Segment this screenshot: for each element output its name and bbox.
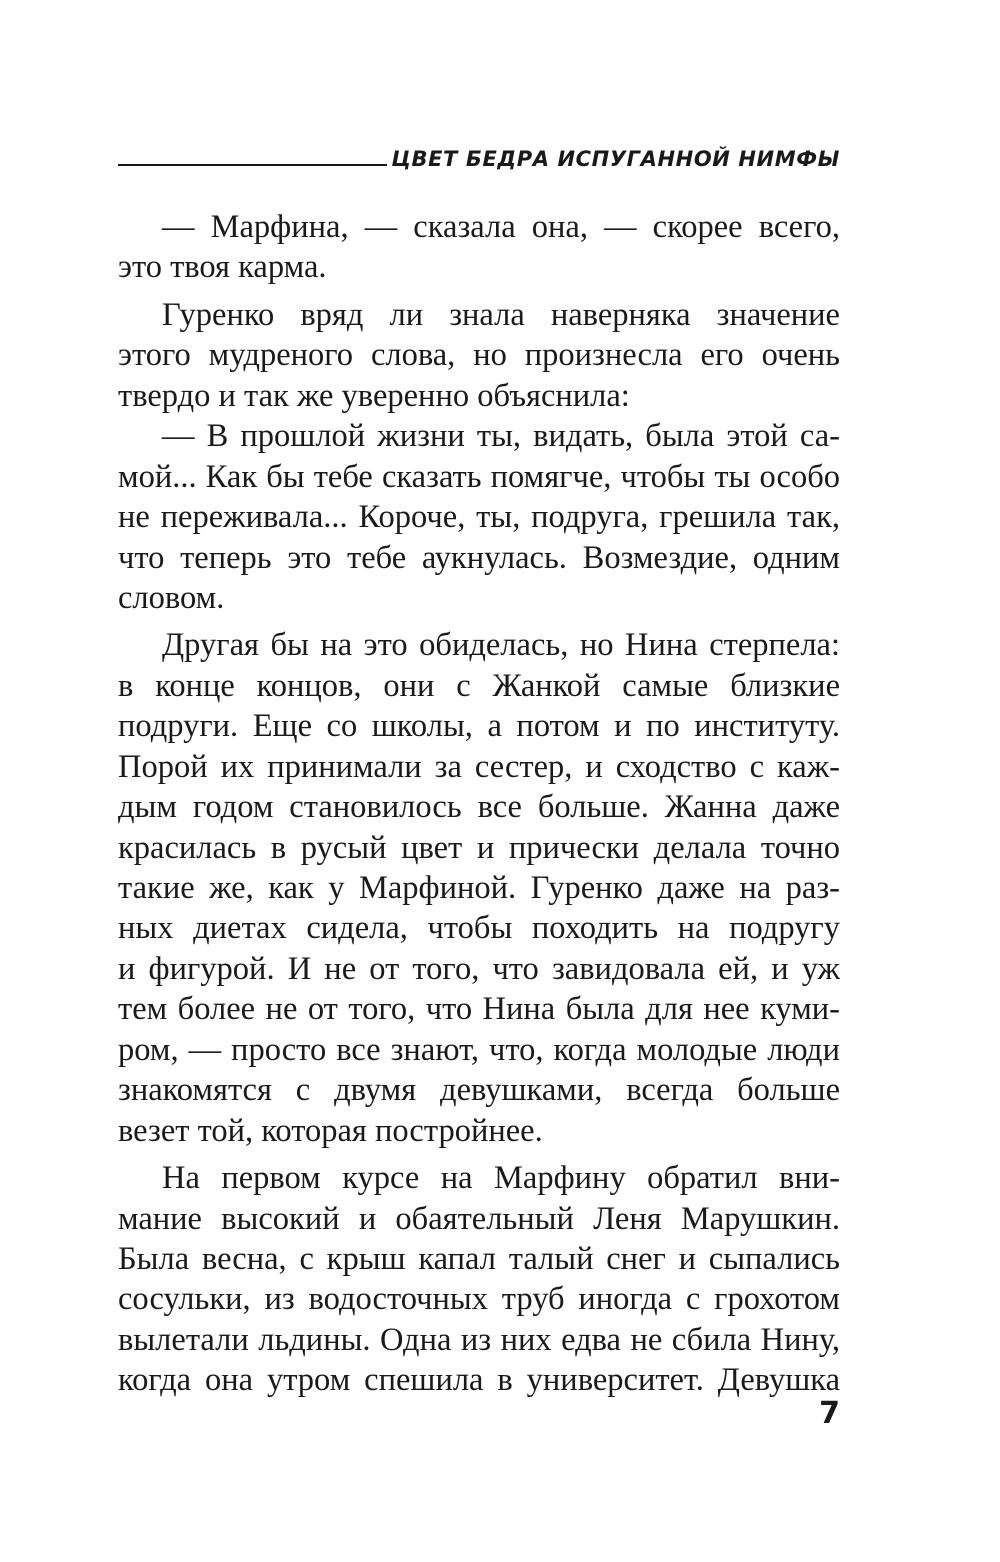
page-number: 7 xyxy=(819,1396,840,1431)
text-line: такие же, как у Марфиной. Гуренко даже на раз- xyxy=(118,870,840,906)
text-line: знакомятся с двумя девушками, всегда больше xyxy=(118,1072,840,1109)
text-line: дым годом становилось все больше. Жанна даже xyxy=(118,789,840,826)
header-rule xyxy=(118,164,387,166)
text-line: словом. xyxy=(118,579,225,616)
text-line: Была весна, с крыш капал талый снег и сыпались xyxy=(118,1240,840,1277)
text-line: ных диетах сидела, чтобы походить на подругу xyxy=(118,910,840,947)
text-line: красилась в русый цвет и прически делала точно xyxy=(118,829,840,866)
text-line: когда она утром спешила в университет. Девушка xyxy=(118,1362,840,1399)
text-line: этого мудреного слова, но произнесла его очень xyxy=(118,337,840,374)
text-line: везет той, которая постройнее. xyxy=(118,1112,543,1149)
text-line: что теперь это тебе аукнулась. Возмездие, одним xyxy=(118,539,840,576)
text-line: тем более не от того, что Нина была для нее куми- xyxy=(118,991,840,1028)
text-line: и фигурой. И не от того, что завидовала ей, и уж xyxy=(118,950,840,987)
text-line: мой... Как бы тебе сказать помягче, чтобы ты особо xyxy=(118,458,840,495)
text-line: не переживала... Короче, ты, подруга, грешила так, xyxy=(118,499,840,536)
text-line: — В прошлой жизни ты, видать, была этой са- xyxy=(162,418,840,455)
text-line: подруги. Еще со школы, а потом и по институту. xyxy=(118,708,840,745)
text-line: вылетали льдины. Одна из них едва не сбила Нину, xyxy=(118,1321,840,1358)
text-line: Другая бы на это обиделась, но Нина стерпела: xyxy=(162,627,840,664)
text-line: Порой их принимали за сестер, и сходство с каж- xyxy=(118,748,840,785)
page-body xyxy=(118,207,840,1401)
text-line: Гуренко вряд ли знала наверняка значение xyxy=(162,296,840,333)
text-line: это твоя карма. xyxy=(118,249,327,286)
text-line: мание высокий и обаятельный Леня Марушкин. xyxy=(118,1200,840,1237)
text-line: На первом курсе на Марфину обратил вни- xyxy=(162,1160,840,1197)
text-line: — Марфина, — сказала она, — скорее всего, xyxy=(162,209,840,245)
text-line: твердо и так же уверенно объяснила: xyxy=(118,377,630,414)
text-line: в конце концов, они с Жанкой самые близкие xyxy=(118,667,840,704)
book-title: ЦВЕТ БЕДРА ИСПУГАННОЙ НИМФЫ xyxy=(391,147,840,171)
text-line: сосульки, из водосточных труб иногда с грохотом xyxy=(118,1281,840,1318)
text-line: ром, — просто все знают, что, когда молодые люди xyxy=(118,1031,840,1068)
running-header xyxy=(118,138,840,172)
